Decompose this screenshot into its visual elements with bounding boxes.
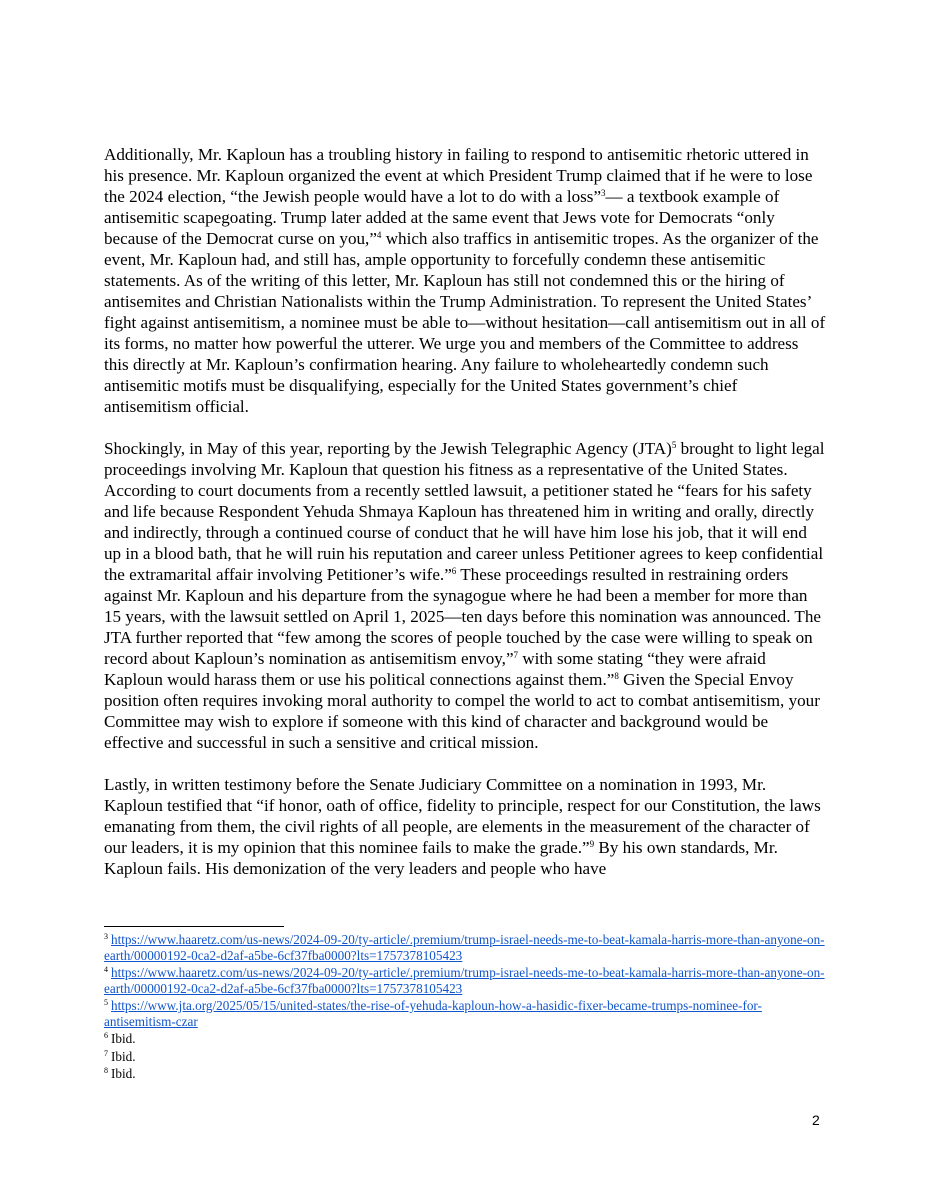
paragraph-text: — a textbook example of antisemitic scapegoating. Trump later added at the same event that Jews vote for Democrats “only because of the Democrat curse on you,” xyxy=(104,187,780,248)
footnote-ref: 9 xyxy=(589,839,595,849)
footnote-number: 3 xyxy=(104,932,108,941)
footnote-8 xyxy=(104,1066,826,1082)
paragraph-text: By his own standards, Mr. Kaploun fails. His demonization of the very leaders and people who have xyxy=(104,838,778,878)
footnote-number: 8 xyxy=(104,1066,108,1075)
footnote-link[interactable]: https://www.jta.org/2025/05/15/united-states/the-rise-of-yehuda-kaploun-how-a-hasidic-fixer-became-trumps-nominee-for-antisemitism-czar xyxy=(104,998,762,1029)
paragraph-text: Additionally, Mr. Kaploun has a troubling history in failing to respond to antisemitic rhetoric uttered in his presence. Mr. Kaploun organized the event at which President Trump claimed that if he were to lose the 2024 election, “the Jewish people would have a lot to do with a loss” xyxy=(104,145,813,206)
footnote-ref: 6 xyxy=(451,566,457,576)
letter-body xyxy=(104,144,826,900)
footnote-5 xyxy=(104,998,826,1029)
footnote-text: Ibid. xyxy=(111,1048,136,1064)
paragraph xyxy=(104,774,826,879)
paragraph-text: Lastly, in written testimony before the Senate Judiciary Committee on a nomination in 1993, Mr. Kaploun testified that “if honor, oath of office, fidelity to principle, respect for our Constitution, the laws emanating from them, the civil rights of all people, are elements in the measurement of the character of our leaders, it is my opinion that this nominee fails to make the grade.” xyxy=(104,775,821,857)
paragraph-text: Given the Special Envoy position often requires invoking moral authority to compel the world to act to combat antisemitism, your Committee may wish to explore if someone with this kind of character and background would be effective and successful in such a sensitive and critical mission. xyxy=(104,670,820,752)
footnote-ref: 4 xyxy=(376,230,382,240)
paragraph-text: with some stating “they were afraid Kaploun would harass them or use his political connections against them.” xyxy=(104,649,766,689)
paragraph-text: Shockingly, in May of this year, reporting by the Jewish Telegraphic Agency (JTA) xyxy=(104,439,672,458)
footnote-text: Ibid. xyxy=(111,1066,136,1081)
footnote-ref: 3 xyxy=(601,188,606,198)
footnote-3 xyxy=(104,932,826,963)
footnote-number: 6 xyxy=(104,1031,108,1040)
page-number: 2 xyxy=(812,1112,820,1128)
footnote-6 xyxy=(104,1031,826,1047)
footnote-link[interactable]: https://www.haaretz.com/us-news/2024-09-20/ty-article/.premium/trump-israel-needs-me-to-beat-kamala-harris-more-than-anyone-on-earth/00000192-0ca2-d2af-a5be-6cf37fba0000?lts=1757378105423 xyxy=(104,932,825,963)
footnote-separator xyxy=(104,926,284,927)
paragraph-text: brought to light legal proceedings involving Mr. Kaploun that question his fitness as a representative of the United States. According to court documents from a recently settled lawsuit, a petitioner stated he “fears for his safety and life because Respondent Yehuda Shmaya Kaploun has threatened him in writing and orally, directly and indirectly, through a continued course of conduct that he will have him lose his job, that it will end up in a blood bath, that he will ruin his reputation and career unless Petitioner agrees to keep confidential the extramarital affair involving Petitioner’s wife.” xyxy=(104,439,825,584)
footnote-number: 5 xyxy=(104,998,108,1007)
paragraph-text: which also traffics in antisemitic tropes. As the organizer of the event, Mr. Kaploun had, and still has, ample opportunity to forcefully condemn these antisemitic statements. As of the writing of this letter, Mr. Kaploun has still not condemned this or the hiring of antisemites and Christian Nationalists within the Trump Administration. To represent the United States’ fight against antisemitism, a nominee must be able to—without hesitation—call antisemitism out in all of its forms, no matter how powerful the utterer. We urge you and members of the Committee to address this directly at Mr. Kaploun’s confirmation hearing. Any failure to wholeheartedly condemn such antisemitic motifs must be disqualifying, especially for the United States government’s chief antisemitism official. xyxy=(104,229,826,416)
paragraph xyxy=(104,144,826,417)
paragraph-text: These proceedings resulted in restraining orders against Mr. Kaploun and his departure from the synagogue where he had been a member for more than 15 years, with the lawsuit settled on April 1, 2025—ten days before this nomination was announced. The JTA further reported that “few among the scores of people touched by the case were willing to speak on record about Kaploun’s nomination as antisemitism envoy,” xyxy=(104,565,822,668)
footnote-number: 7 xyxy=(104,1048,108,1058)
footnote-ref: 5 xyxy=(671,440,677,450)
footnotes xyxy=(104,932,826,1084)
footnote-text: Ibid. xyxy=(111,1031,136,1046)
footnote-ref: 8 xyxy=(614,671,619,681)
footnote-link[interactable]: https://www.haaretz.com/us-news/2024-09-20/ty-article/.premium/trump-israel-needs-me-to-beat-kamala-harris-more-than-anyone-on-earth/00000192-0ca2-d2af-a5be-6cf37fba0000?lts=1757378105423 xyxy=(104,965,825,996)
paragraph xyxy=(104,438,826,753)
footnote-4 xyxy=(104,965,826,996)
footnote-number: 4 xyxy=(104,965,108,974)
footnote-7 xyxy=(104,1049,826,1065)
footnote-ref: 7 xyxy=(513,650,519,660)
